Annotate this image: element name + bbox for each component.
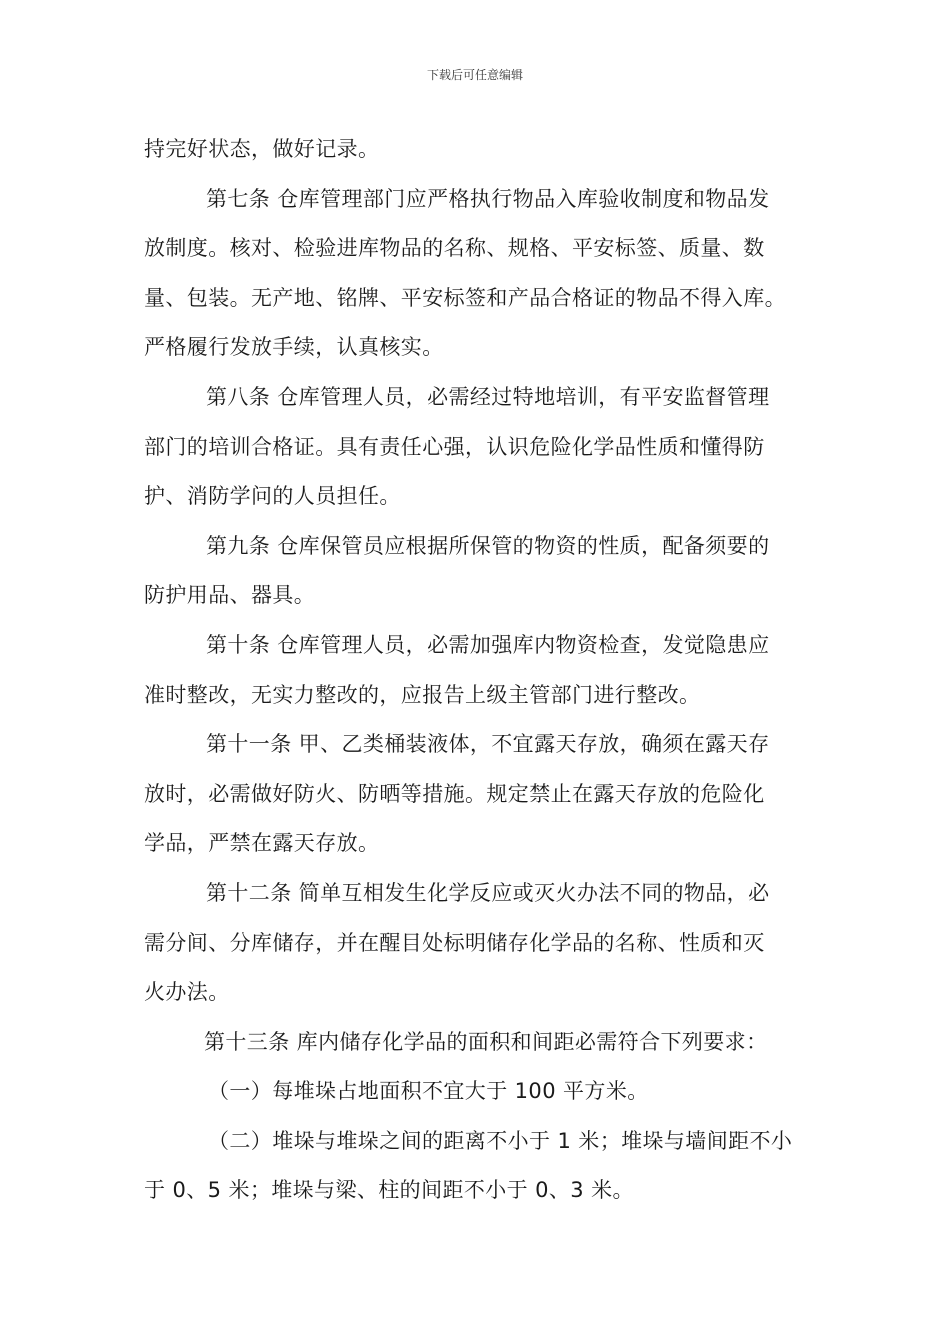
article-10-line: 第十条 仓库管理人员，必需加强库内物资检查，发觉隐患应 [206,632,770,657]
text-line: 持完好状态，做好记录。 [144,137,380,161]
text-line: 放时，必需做好防火、防晒等措施。规定禁止在露天存放的危险化 [144,781,765,806]
text-line: 学品，严禁在露天存放。 [144,831,380,856]
text-line: 量、包装。无产地、铭牌、平安标签和产品合格证的物品不得入库。 [144,285,786,310]
page-header: 下载后可任意编辑 [426,68,523,82]
text-line: 火办法。 [144,980,230,1005]
article-12-line: 第十二条 简单互相发生化学反应或灭火办法不同的物品，必 [206,880,770,905]
list-item-2: （二）堆垛与堆垛之间的距离不小于 1 米；堆垛与墙间距不小 [208,1128,793,1153]
list-item-1: （一）每堆垛占地面积不宜大于 100 平方米。 [208,1079,649,1104]
text-line: 准时整改，无实力整改的，应报告上级主管部门进行整改。 [144,682,701,707]
article-8-line: 第八条 仓库管理人员，必需经过特地培训，有平安监督管理 [206,384,770,409]
article-11-line: 第十一条 甲、乙类桶装液体，不宜露天存放，确须在露天存 [206,732,770,757]
text-line: 于 0、5 米；堆垛与梁、柱的间距不小于 0、3 米。 [144,1178,634,1203]
text-line: 部门的培训合格证。具有责任心强，认识危险化学品性质和懂得防 [144,434,765,459]
article-13-line: 第十三条 库内储存化学品的面积和间距必需符合下列要求： [204,1029,768,1054]
text-line: 防护用品、器具。 [144,583,316,608]
document-body [144,125,814,1216]
article-7-line: 第七条 仓库管理部门应严格执行物品入库验收制度和物品发 [206,186,770,211]
text-line: 放制度。核对、检验进库物品的名称、规格、平安标签、质量、数 [144,236,765,261]
text-line: 严格履行发放手续，认真核实。 [144,335,444,360]
text-line: 护、消防学问的人员担任。 [144,484,401,509]
text-line: 需分间、分库储存，并在醒目处标明储存化学品的名称、性质和灭 [144,930,765,955]
article-9-line: 第九条 仓库保管员应根据所保管的物资的性质，配备须要的 [206,533,770,558]
